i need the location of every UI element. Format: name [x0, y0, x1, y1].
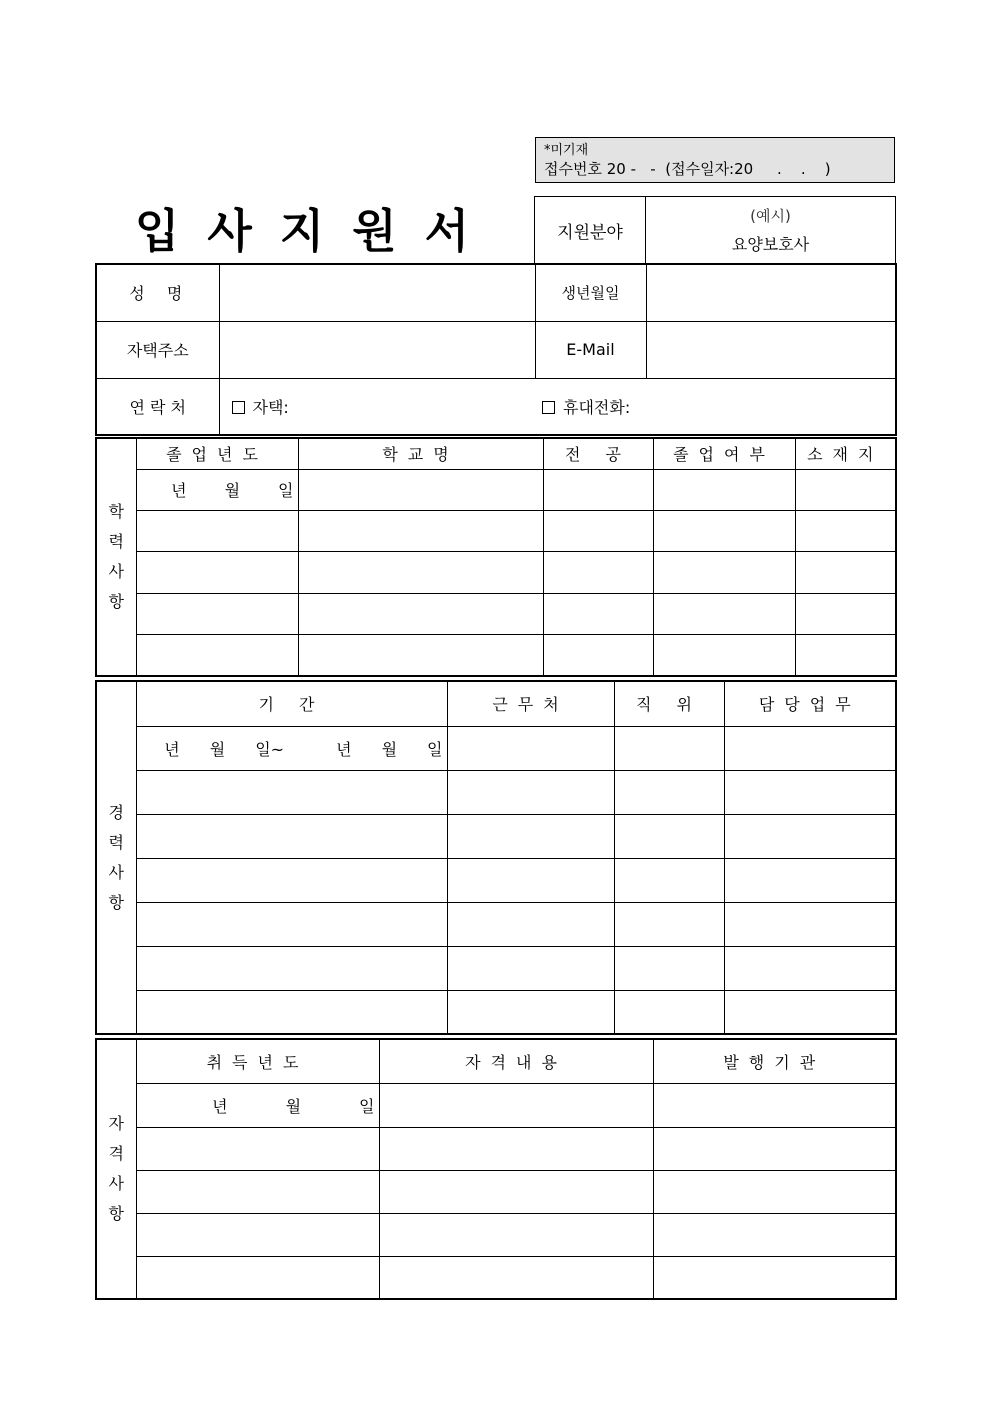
table-cell[interactable] — [724, 902, 896, 946]
table-cell[interactable] — [136, 1127, 379, 1170]
edu-header-location: 소재지 — [795, 438, 896, 469]
table-cell[interactable] — [724, 990, 896, 1034]
table-cell[interactable] — [795, 469, 896, 510]
table-cell[interactable] — [724, 858, 896, 902]
receipt-number-line: 접수번호 20 - - (접수일자:20 . . ) — [544, 160, 831, 178]
edu-date-cell[interactable]: 년 월 일 — [136, 469, 298, 510]
table-cell[interactable] — [653, 635, 795, 676]
page-title: 입사지원서 — [134, 204, 498, 258]
name-label: 성 명 — [96, 264, 219, 321]
table-cell[interactable] — [543, 593, 653, 634]
table-cell[interactable] — [795, 593, 896, 634]
table-cell[interactable] — [136, 552, 298, 593]
table-cell[interactable] — [136, 635, 298, 676]
table-cell[interactable] — [653, 552, 795, 593]
field-example: (예시) — [750, 207, 791, 225]
table-cell[interactable] — [614, 858, 724, 902]
license-header-issuer: 발행기관 — [653, 1039, 896, 1083]
table-cell[interactable] — [136, 1213, 379, 1256]
table-cell[interactable] — [136, 1256, 379, 1299]
career-header-workplace: 근무처 — [447, 681, 614, 726]
table-cell[interactable] — [653, 469, 795, 510]
contact-row — [219, 378, 896, 435]
table-cell[interactable] — [447, 814, 614, 858]
table-cell[interactable] — [379, 1083, 653, 1127]
table-cell[interactable] — [614, 814, 724, 858]
personal-table — [95, 263, 897, 436]
table-cell[interactable] — [653, 1213, 896, 1256]
table-cell[interactable] — [136, 946, 447, 990]
field-value: 요양보호사 — [731, 235, 810, 254]
table-cell[interactable] — [614, 902, 724, 946]
table-cell[interactable] — [614, 946, 724, 990]
email-label: E-Mail — [535, 321, 646, 378]
field-label: 지원분야 — [535, 197, 646, 264]
career-section-label: 경 력 사 항 — [96, 681, 136, 1034]
table-cell[interactable] — [447, 946, 614, 990]
name-input[interactable] — [219, 264, 535, 321]
address-label: 자택주소 — [96, 321, 219, 378]
table-cell[interactable] — [298, 635, 543, 676]
career-header-duties: 담당업무 — [724, 681, 896, 726]
education-section-label: 학 력 사 항 — [96, 438, 136, 676]
license-date-cell[interactable]: 년 월 일 — [136, 1083, 379, 1127]
edu-header-major: 전 공 — [543, 438, 653, 469]
table-cell[interactable] — [447, 770, 614, 814]
table-cell[interactable] — [724, 814, 896, 858]
table-cell[interactable] — [795, 511, 896, 552]
table-cell[interactable] — [379, 1170, 653, 1213]
receipt-box — [535, 137, 895, 183]
table-cell[interactable] — [795, 552, 896, 593]
table-cell[interactable] — [653, 593, 795, 634]
mobile-phone-checkbox[interactable] — [542, 401, 555, 414]
table-cell[interactable] — [614, 726, 724, 770]
birth-input[interactable] — [646, 264, 896, 321]
receipt-note: *미기재 — [544, 143, 589, 158]
table-cell[interactable] — [298, 469, 543, 510]
table-cell[interactable] — [379, 1127, 653, 1170]
table-cell[interactable] — [614, 770, 724, 814]
table-cell[interactable] — [379, 1256, 653, 1299]
table-cell[interactable] — [447, 726, 614, 770]
table-cell[interactable] — [136, 858, 447, 902]
birth-label: 생년월일 — [535, 264, 646, 321]
table-cell[interactable] — [724, 946, 896, 990]
address-input[interactable] — [219, 321, 535, 378]
field-table — [534, 196, 896, 264]
table-cell[interactable] — [136, 990, 447, 1034]
table-cell[interactable] — [379, 1213, 653, 1256]
table-cell[interactable] — [724, 770, 896, 814]
home-phone-label: 자택: — [252, 397, 289, 417]
table-cell[interactable] — [614, 990, 724, 1034]
table-cell[interactable] — [795, 635, 896, 676]
edu-header-status: 졸업여부 — [653, 438, 795, 469]
license-header-year: 취득년도 — [136, 1039, 379, 1083]
table-cell[interactable] — [543, 469, 653, 510]
table-cell[interactable] — [136, 1170, 379, 1213]
table-cell[interactable] — [447, 858, 614, 902]
edu-header-school: 학교명 — [298, 438, 543, 469]
mobile-phone-label: 휴대전화: — [563, 397, 631, 417]
table-cell[interactable] — [136, 511, 298, 552]
table-cell[interactable] — [298, 511, 543, 552]
table-cell[interactable] — [136, 593, 298, 634]
table-cell[interactable] — [543, 552, 653, 593]
career-table — [95, 680, 897, 1035]
email-input[interactable] — [646, 321, 896, 378]
table-cell[interactable] — [653, 1170, 896, 1213]
table-cell[interactable] — [447, 990, 614, 1034]
table-cell[interactable] — [724, 726, 896, 770]
table-cell[interactable] — [136, 902, 447, 946]
license-table — [95, 1038, 897, 1300]
license-section-label: 자 격 사 항 — [96, 1039, 136, 1299]
career-header-position: 직 위 — [614, 681, 724, 726]
table-cell[interactable] — [136, 814, 447, 858]
table-cell[interactable] — [136, 770, 447, 814]
table-cell[interactable] — [298, 552, 543, 593]
contact-label: 연 락 처 — [96, 378, 219, 435]
field-value-cell[interactable] — [646, 197, 896, 264]
table-cell[interactable] — [653, 1127, 896, 1170]
table-cell[interactable] — [447, 902, 614, 946]
table-cell[interactable] — [653, 511, 795, 552]
table-cell[interactable] — [653, 1083, 896, 1127]
table-cell[interactable] — [653, 1256, 896, 1299]
career-date-cell[interactable]: 년 월 일~ 년 월 일 — [136, 726, 447, 770]
license-header-content: 자격내용 — [379, 1039, 653, 1083]
career-header-period: 기 간 — [136, 681, 447, 726]
table-cell[interactable] — [543, 511, 653, 552]
education-table — [95, 437, 897, 677]
edu-header-grad-year: 졸업년도 — [136, 438, 298, 469]
table-cell[interactable] — [298, 593, 543, 634]
home-phone-checkbox[interactable] — [232, 401, 245, 414]
table-cell[interactable] — [543, 635, 653, 676]
